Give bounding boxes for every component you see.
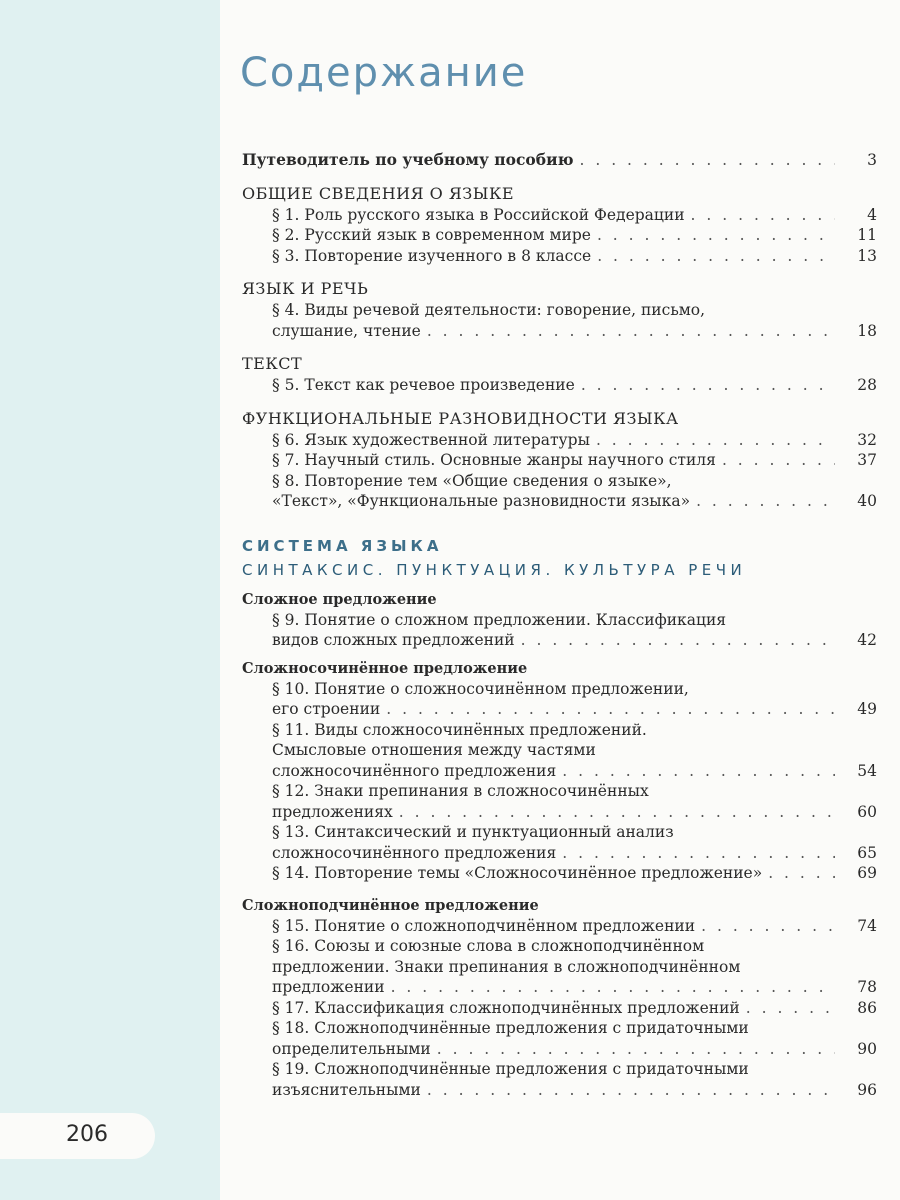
toc-entry-text: § 5. Текст как речевое произведение <box>272 376 575 394</box>
table-of-contents <box>242 150 877 1100</box>
leader-dots <box>597 225 835 246</box>
toc-entry-text: § 2. Русский язык в современном мире <box>272 226 591 244</box>
toc-entry-p17[interactable] <box>242 998 877 1019</box>
leader-dots <box>768 863 835 884</box>
toc-entry-p6[interactable] <box>242 430 877 451</box>
toc-page: 69 <box>857 864 877 882</box>
toc-entry-p9[interactable] <box>242 610 877 651</box>
toc-entry-text: «Текст», «Функциональные разновидности языка» <box>272 492 691 510</box>
leader-dots <box>579 150 835 171</box>
toc-page: 13 <box>857 246 877 265</box>
leader-dots <box>437 1039 835 1060</box>
leader-dots <box>696 491 835 512</box>
toc-page: 42 <box>857 631 877 649</box>
toc-entry-text: § 8. Повторение тем «Общие сведения о языке», <box>272 471 672 490</box>
section-heading-syntax: СИНТАКСИС. ПУНКТУАЦИЯ. КУЛЬТУРА РЕЧИ <box>242 560 747 579</box>
toc-entry-text: § 15. Понятие о сложноподчинённом предложении <box>272 916 696 935</box>
toc-entry-text: § 14. Повторение темы «Сложносочинённое предложение» <box>272 864 763 882</box>
toc-entry-text: слушание, чтение <box>272 321 421 340</box>
toc-entry-text: § 12. Знаки препинания в сложносочинённых <box>272 782 649 800</box>
toc-entry-p3[interactable] <box>242 246 877 267</box>
group-heading-subordinate: Сложноподчинённое предложение <box>242 896 539 914</box>
toc-entry-text: § 6. Язык художественной литературы <box>272 430 590 449</box>
toc-entry-guide[interactable] <box>242 150 877 171</box>
toc-entry-p10[interactable] <box>242 679 877 720</box>
toc-entry-text: Смысловые отношения между частями <box>272 741 596 759</box>
toc-page: 49 <box>857 700 877 718</box>
toc-entry-text: § 4. Виды речевой деятельности: говорение, письмо, <box>272 301 706 319</box>
toc-page: 96 <box>857 1080 877 1099</box>
leader-dots <box>399 802 835 823</box>
toc-entry-text: § 10. Понятие о сложносочинённом предложении, <box>272 679 689 698</box>
leader-dots <box>521 630 835 651</box>
toc-entry-p5[interactable] <box>242 375 877 396</box>
toc-entry-text: предложении. Знаки препинания в сложноподчинённом <box>272 957 741 976</box>
toc-entry-text: сложносочинённого предложения <box>272 761 557 780</box>
section-heading-general: ОБЩИЕ СВЕДЕНИЯ О ЯЗЫКЕ <box>242 183 515 203</box>
toc-entry-text: § 3. Повторение изученного в 8 классе <box>272 246 592 265</box>
section-heading-functional: ФУНКЦИОНАЛЬНЫЕ РАЗНОВИДНОСТИ ЯЗЫКА <box>242 408 679 428</box>
toc-entry-text: § 17. Классификация сложноподчинённых предложений <box>272 998 740 1017</box>
toc-page: 28 <box>857 376 877 394</box>
leader-dots <box>562 761 835 782</box>
toc-entry-text: § 11. Виды сложносочинённых предложений. <box>272 720 647 739</box>
toc-page: 65 <box>857 843 877 862</box>
toc-entry-text: § 7. Научный стиль. Основные жанры научного стиля <box>272 451 716 469</box>
toc-entry-text: § 16. Союзы и союзные слова в сложноподчинённом <box>272 937 705 955</box>
section-heading-speech: ЯЗЫК И РЕЧЬ <box>242 279 369 298</box>
toc-entry-text: определительными <box>272 1039 431 1058</box>
page-title: Содержание <box>240 50 528 96</box>
toc-entry-p19[interactable] <box>242 1059 877 1100</box>
leader-dots <box>722 450 835 471</box>
leader-dots <box>386 699 835 720</box>
toc-entry-p18[interactable] <box>242 1018 877 1059</box>
group-heading-compound: Сложносочинённое предложение <box>242 659 528 677</box>
leader-dots <box>581 375 835 396</box>
toc-entry-p12[interactable] <box>242 781 877 822</box>
toc-entry-text: предложении <box>272 978 385 996</box>
leader-dots <box>391 977 835 998</box>
toc-page: 11 <box>857 226 877 244</box>
toc-entry-p16[interactable] <box>242 936 877 998</box>
toc-entry-p11[interactable] <box>242 720 877 782</box>
leader-dots <box>597 246 835 267</box>
toc-page: 54 <box>857 761 877 780</box>
toc-entry-text: предложениях <box>272 802 393 821</box>
toc-page: 40 <box>857 492 877 510</box>
leader-dots <box>596 430 835 451</box>
toc-entry-p2[interactable] <box>242 225 877 246</box>
toc-page: 37 <box>857 451 877 469</box>
toc-page: 4 <box>867 205 877 224</box>
toc-page: 3 <box>867 151 877 169</box>
leader-dots <box>562 843 835 864</box>
toc-entry-text: § 1. Роль русского языка в Российской Федерации <box>272 205 685 224</box>
toc-entry-p13[interactable] <box>242 822 877 863</box>
toc-page: 18 <box>857 321 877 340</box>
leader-dots <box>427 1080 835 1101</box>
leader-dots <box>427 321 835 342</box>
toc-entry-p4[interactable] <box>242 300 877 341</box>
leader-dots <box>691 205 835 226</box>
section-heading-system: СИСТЕМА ЯЗЫКА <box>242 536 443 555</box>
toc-entry-text: § 9. Понятие о сложном предложении. Классификация <box>272 610 727 629</box>
toc-entry-p8[interactable] <box>242 471 877 512</box>
toc-entry-text: его строении <box>272 700 381 718</box>
toc-page: 32 <box>857 430 877 449</box>
toc-entry-text: § 18. Сложноподчинённые предложения с придаточными <box>272 1019 749 1037</box>
toc-page: 90 <box>857 1039 877 1058</box>
toc-entry-text: сложносочинённого предложения <box>272 843 557 862</box>
toc-entry-p7[interactable] <box>242 450 877 471</box>
leader-dots <box>746 998 835 1019</box>
toc-page: 86 <box>857 998 877 1017</box>
toc-entry-text: изъяснительными <box>272 1080 421 1099</box>
toc-entry-p1[interactable] <box>242 205 877 226</box>
toc-entry-text: § 13. Синтаксический и пунктуационный анализ <box>272 823 674 841</box>
toc-page: 60 <box>857 802 877 821</box>
section-heading-text: ТЕКСТ <box>242 354 303 373</box>
toc-entry-text: Путеводитель по учебному пособию <box>242 150 574 169</box>
toc-entry-p14[interactable] <box>242 863 877 884</box>
toc-entry-p15[interactable] <box>242 916 877 937</box>
leader-dots <box>701 916 835 937</box>
toc-page: 78 <box>857 978 877 996</box>
toc-entry-text: § 19. Сложноподчинённые предложения с придаточными <box>272 1060 749 1078</box>
toc-entry-text: видов сложных предложений <box>272 631 515 649</box>
group-heading-complex: Сложное предложение <box>242 590 437 608</box>
page-number: 206 <box>66 1122 108 1147</box>
page-margin-band <box>0 0 220 1200</box>
toc-page: 74 <box>857 916 877 935</box>
